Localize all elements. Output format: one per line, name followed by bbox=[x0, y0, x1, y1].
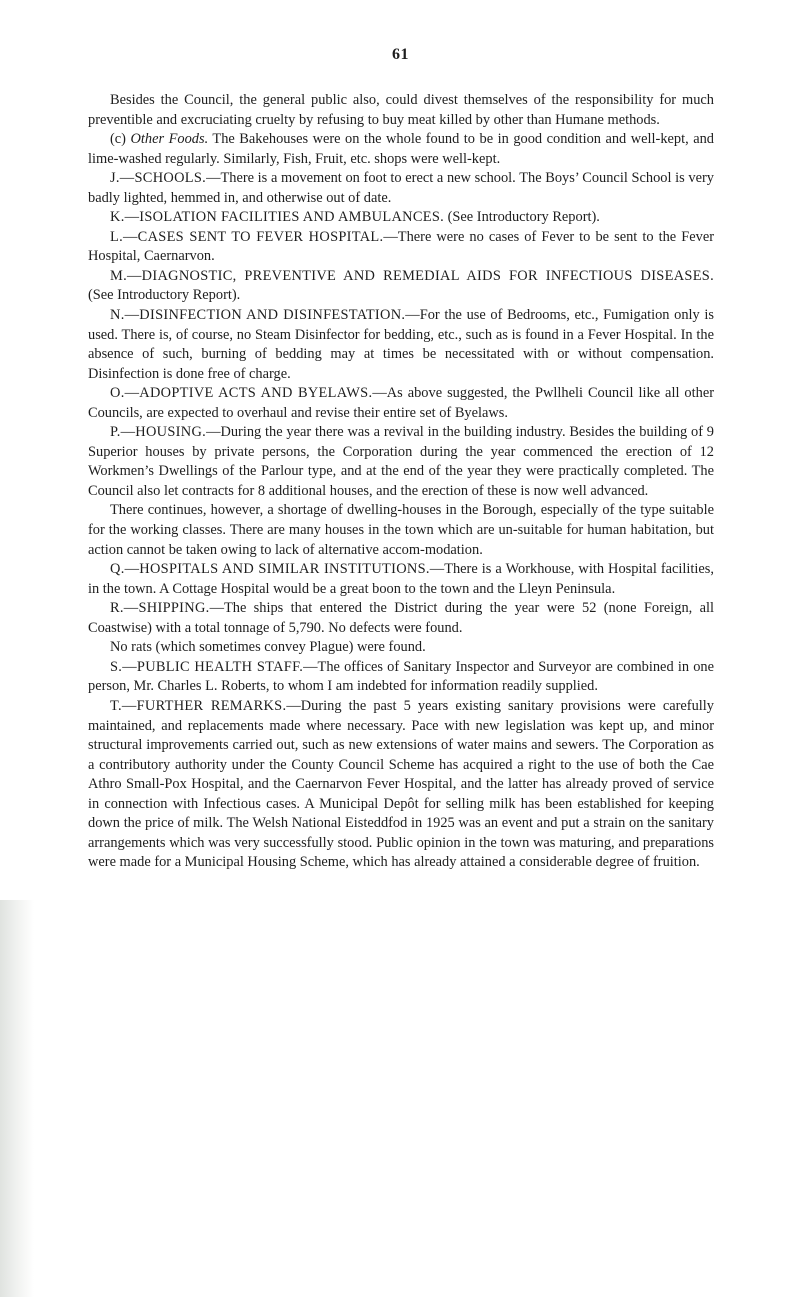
paragraph-text: Besides the Council, the general public also, could divest themselves of the responsibility for much preventible and excruciating cruelty by refusing to buy meat killed by other than Humane methods. bbox=[88, 92, 714, 128]
paragraph-text: No rats (which sometimes convey Plague) were found. bbox=[110, 639, 426, 656]
paragraph-diagnostic-aids bbox=[88, 267, 714, 306]
section-heading: Q.—HOSPITALS AND SIMILAR INSTITUTIONS. bbox=[110, 561, 430, 578]
section-heading: P.—HOUSING. bbox=[110, 424, 207, 441]
paragraph-text: —For the use of Bedrooms, etc., Fumigation only is used. There is, of course, no Steam Disinfector for bedding, etc., such as is found in a Fever Hospital. In the absence of such, burning of bedding may at times be necessitated with or without compensation. Disinfection is done free of charge. bbox=[88, 307, 714, 382]
paragraph-text: —There were no cases of Fever to be sent to the Fever Hospital, Caernarvon. bbox=[88, 228, 715, 265]
paragraph-text: The Bakehouses were on the whole found to be in good condition and well-kept, and lime-washed regularly. Similarly, Fish, Fruit, etc. shops were well-kept. bbox=[88, 131, 715, 167]
section-heading: M.—DIAGNOSTIC, PREVENTIVE AND REMEDIAL AIDS FOR INFECTIOUS DISEASES. bbox=[110, 267, 714, 284]
paragraph-other-foods bbox=[88, 130, 714, 169]
paragraph-prefix: (c) bbox=[110, 131, 131, 148]
section-heading: K.—ISOLATION FACILITIES AND AMBULANCES. bbox=[110, 209, 445, 226]
paragraph-byelaws bbox=[88, 384, 714, 423]
paragraph-text: —There is a Workhouse, with Hospital facilities, in the town. A Cottage Hospital would be a great boon to the town and the Lleyn Peninsula. bbox=[88, 561, 715, 597]
section-heading: S.—PUBLIC HEALTH STAFF. bbox=[110, 658, 304, 675]
paragraph-staff bbox=[88, 658, 714, 697]
paragraph-text: (See Introductory Report). bbox=[444, 209, 600, 226]
paragraph-fever-cases bbox=[88, 228, 714, 267]
paragraph-housing bbox=[88, 423, 714, 501]
paragraph-humane-methods bbox=[88, 91, 714, 130]
section-heading: O.—ADOPTIVE ACTS AND BYELAWS. bbox=[110, 385, 373, 402]
paragraph-text: —There is a movement on foot to erect a new school. The Boys’ Council School is very badly lighted, hemmed in, and otherwise out of date. bbox=[88, 170, 714, 206]
scan-edge-shadow bbox=[0, 900, 34, 1297]
paragraph-disinfection bbox=[88, 306, 714, 384]
paragraph-shipping bbox=[88, 599, 714, 638]
paragraph-text: (See Introductory Report). bbox=[88, 287, 241, 304]
paragraph-schools bbox=[88, 169, 714, 208]
paragraph-text: —As above suggested, the Pwllheli Council like all other Councils, are expected to overhaul and revise their entire set of Byelaws. bbox=[88, 385, 715, 421]
page-number: 61 bbox=[392, 46, 409, 63]
section-heading: T.—FURTHER REMARKS. bbox=[110, 697, 287, 714]
paragraph-further-remarks bbox=[88, 697, 714, 873]
body-text bbox=[88, 91, 714, 873]
paragraph-hospitals bbox=[88, 560, 714, 599]
paragraph-text: —The ships that entered the District during the year were 52 (none Foreign, all Coastwise) with a total tonnage of 5,790. No defects were found. bbox=[88, 600, 714, 636]
paragraph-text: —The offices of Sanitary Inspector and Surveyor are combined in one person, Mr. Charles L. Roberts, to whom I am indebted for information readily supplied. bbox=[88, 658, 714, 695]
paragraph-rats bbox=[88, 638, 714, 658]
paragraph-text: —During the past 5 years existing sanitary provisions were carefully maintained, and replacements made where necessary. Pace with new legislation was kept up, and minor structural improvements carried out, such as new extensions of water mains and sewers. The Corporation as a contributory authority under the County Council Scheme has acquired a right to the use of both the Cae Athro Small-Pox Hospital, and the Caernarvon Fever Hospital, and the latter has already proved of service in connection with Infectious cases. A Municipal Depôt for selling milk has been established for keeping down the price of milk. The Welsh National Eisteddfod in 1925 was an event and put a strain on the sanitary arrangements which was very successfully stood. Public opinion in the town was maturing, and preparations were made for a Municipal Housing Scheme, which has already attained a considerable degree of fruition. bbox=[88, 697, 714, 871]
section-heading: L.—CASES SENT TO FEVER HOSPITAL. bbox=[110, 228, 384, 245]
section-heading: R.—SHIPPING. bbox=[110, 600, 210, 617]
paragraph-text: —During the year there was a revival in the building industry. Besides the building of 9 Superior houses by private persons, the Corporation during the year commenced the erection of 12 Workmen’s Dwellings of the Parlour type, and at the end of the year they were practically completed. The Council also let contracts for 8 additional houses, and the erection of these is now well advanced. bbox=[88, 424, 714, 499]
paragraph-housing-shortage bbox=[88, 501, 714, 560]
section-heading: N.—DISINFECTION AND DISINFESTATION. bbox=[110, 307, 406, 324]
section-heading: J.—SCHOOLS. bbox=[110, 170, 207, 187]
paragraph-isolation bbox=[88, 208, 714, 228]
section-heading: Other Foods. bbox=[130, 131, 209, 148]
paragraph-text: There continues, however, a shortage of dwelling-houses in the Borough, especially of the type suitable for the working classes. There are many houses in the town which are un-suitable for human habitation, but action cannot be taken owing to lack of alternative accom-modation. bbox=[88, 502, 714, 558]
